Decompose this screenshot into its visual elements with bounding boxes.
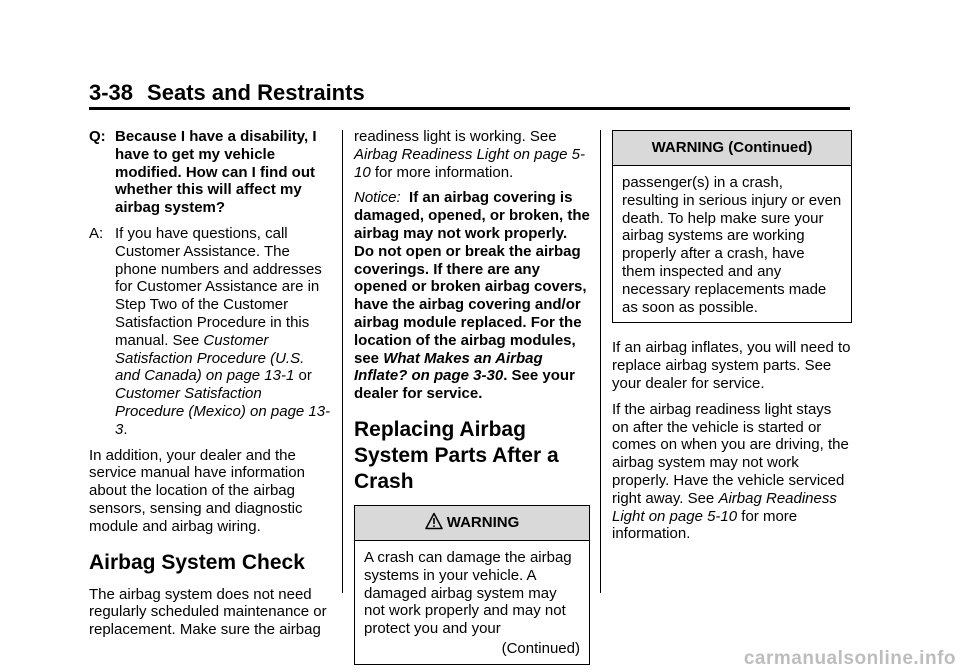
notice-label: Notice: [354,189,401,207]
paragraph: If an airbag inflates, you will need to replace airbag system parts. See your dealer for service. [612,339,851,392]
warning-continued: (Continued) [501,639,580,657]
column-divider [600,130,601,593]
page-number: 3-38 [89,80,134,105]
answer [89,225,333,439]
column-3 [612,128,852,551]
paragraph-text: readiness light is working. See [354,128,557,145]
header-rule [89,107,850,110]
paragraph-end: for more information. [370,163,514,181]
answer-end: . [123,420,128,438]
answer-text [115,225,333,439]
warning-body [355,541,589,664]
paragraph: The airbag system does not need regularly scheduled maintenance or replacement. Make sure the airbag [89,585,327,639]
column-2 [354,128,590,665]
answer-ref-2[interactable]: Customer Satisfaction Procedure (Mexico) on page 13-3 [115,385,331,438]
warning-box-continued [612,130,852,323]
watermark: carmanualsonline.info [743,648,956,669]
question-label: Q: [89,128,106,145]
warning-header: WARNING (Continued) [613,131,851,166]
paragraph [354,128,590,181]
answer-or: or [294,367,312,385]
question [89,128,333,217]
warning-box [354,505,590,665]
answer-body: If you have questions, call Customer Assistance. The phone numbers and addresses for Customer Assistance are in Step Two of the Customer Satisfaction Procedure in this manual. See [115,224,322,349]
column-1 [89,128,333,647]
section-heading: Airbag System Check [89,550,305,574]
notice [354,189,590,403]
paragraph: In addition, your dealer and the service manual have information about the location of the airbag sensors, sensing and diagnostic module and airbag wiring. [89,446,305,535]
notice-end: . See your dealer for service. [354,367,575,403]
warning-text: passenger(s) in a crash, resulting in serious injury or even death. To help make sure your airbag systems are working properly after a crash, have them inspected and any necessary replacements made as soon as possible. [622,174,842,316]
warning-header [355,506,589,541]
column-divider [342,130,343,593]
warning-body [613,166,851,322]
paragraph [612,401,852,543]
warning-icon [425,509,443,543]
paragraph-text: If the airbag readiness light stays on after the vehicle is started or comes on when you are driving, the airbag system may not work properly. Have the vehicle serviced right away. See [612,400,849,507]
warning-title: WARNING [446,513,520,531]
cross-reference[interactable]: Airbag Readiness Light on page 5-10 [354,145,585,181]
paragraph-end: for more information. [612,507,798,543]
cross-reference[interactable]: Airbag Readiness Light on page 5-10 [612,489,837,525]
question-text: Because I have a disability, I have to get my vehicle modified. How can I find out whether this will affect my airbag system? [115,128,317,217]
notice-text: If an airbag covering is damaged, opened, or broken, the airbag may not work properly. Do not open or break the airbag coverings. If there are any opened or broken airbag covers, have the airbag covering and/or airbag module replaced. For the location of the airbag modules, see [354,189,590,367]
answer-ref-1[interactable]: Customer Satisfaction Procedure (U.S. and Canada) on page 13-1 [115,331,305,385]
page-header [89,80,365,106]
section-heading: Replacing Airbag System Parts After a Crash [354,417,559,493]
warning-text: A crash can damage the airbag systems in your vehicle. A damaged airbag system may not work properly and may not protect you and your [364,548,572,638]
notice-ref[interactable]: What Makes an Airbag Inflate? on page 3-30 [354,349,543,385]
answer-label: A: [89,224,104,242]
section-title: Seats and Restraints [147,80,365,105]
